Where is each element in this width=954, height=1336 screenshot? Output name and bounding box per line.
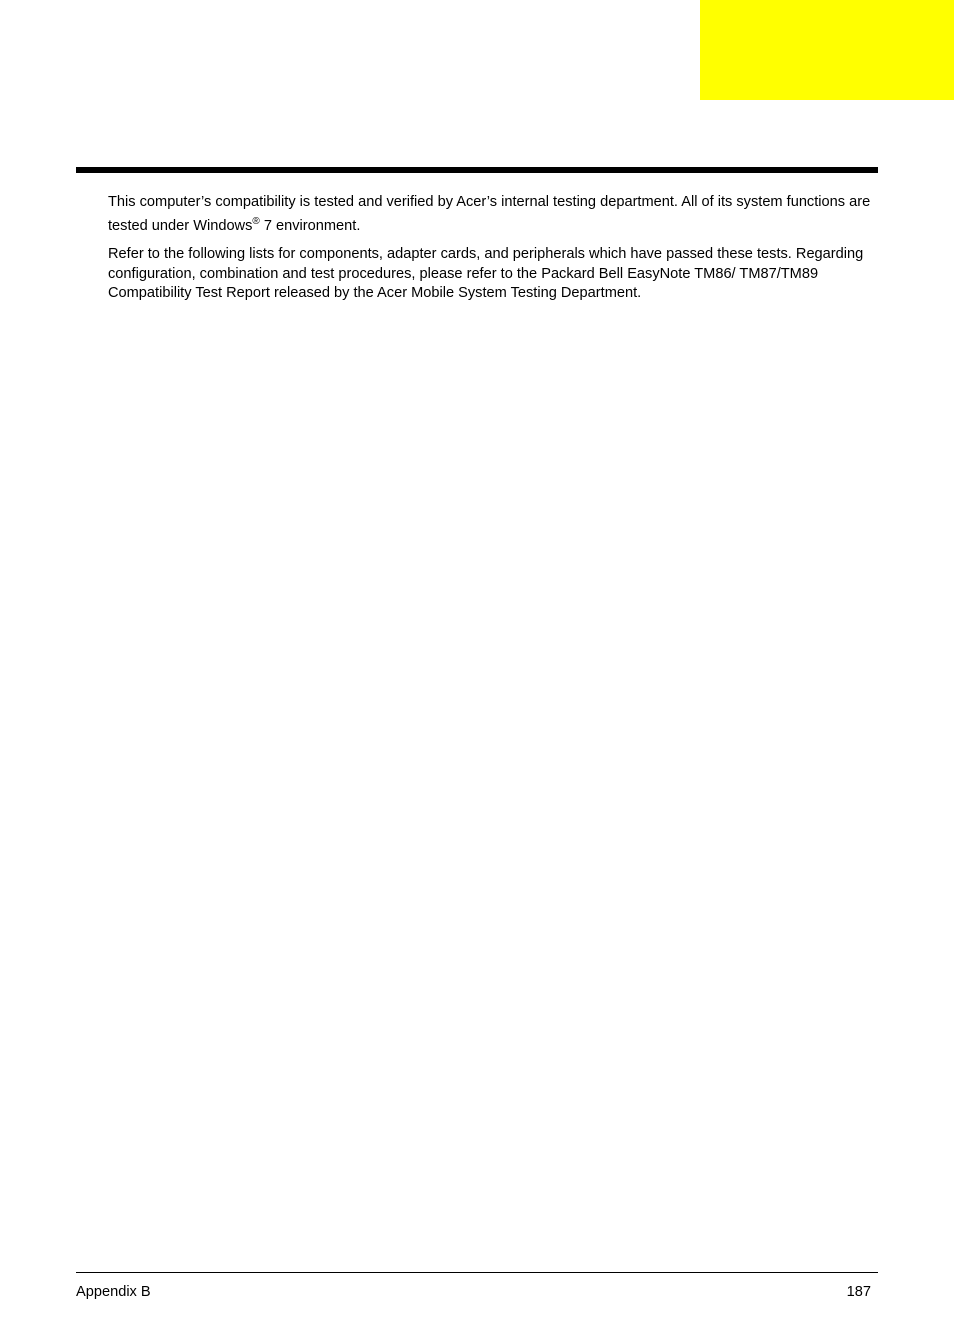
footer-section-label: Appendix B: [76, 1284, 151, 1300]
chapter-corner-tab: [700, 0, 954, 100]
header-rule: [76, 167, 878, 173]
intro-section: [108, 190, 878, 304]
intro-paragraph-1-tail: 7 environment.: [259, 218, 361, 234]
registered-mark: ®: [252, 216, 260, 227]
footer-rule: [76, 1272, 878, 1273]
intro-paragraph-1-text: This computer’s compatibility is tested and verified by Acer’s internal testing department. All of its system functions are tested under Windows: [108, 194, 871, 234]
intro-paragraph-1: [108, 190, 878, 238]
intro-paragraph-2: Refer to the following lists for components, adapter cards, and peripherals which have passed these tests. Regarding configuration, combination and test procedures, please refer to the Packard Bell EasyNote TM86/ TM87/TM89 Compatibility Test Report released by the Acer Mobile System Testing Department.: [108, 246, 864, 301]
footer-page-number: 187: [846, 1284, 871, 1300]
